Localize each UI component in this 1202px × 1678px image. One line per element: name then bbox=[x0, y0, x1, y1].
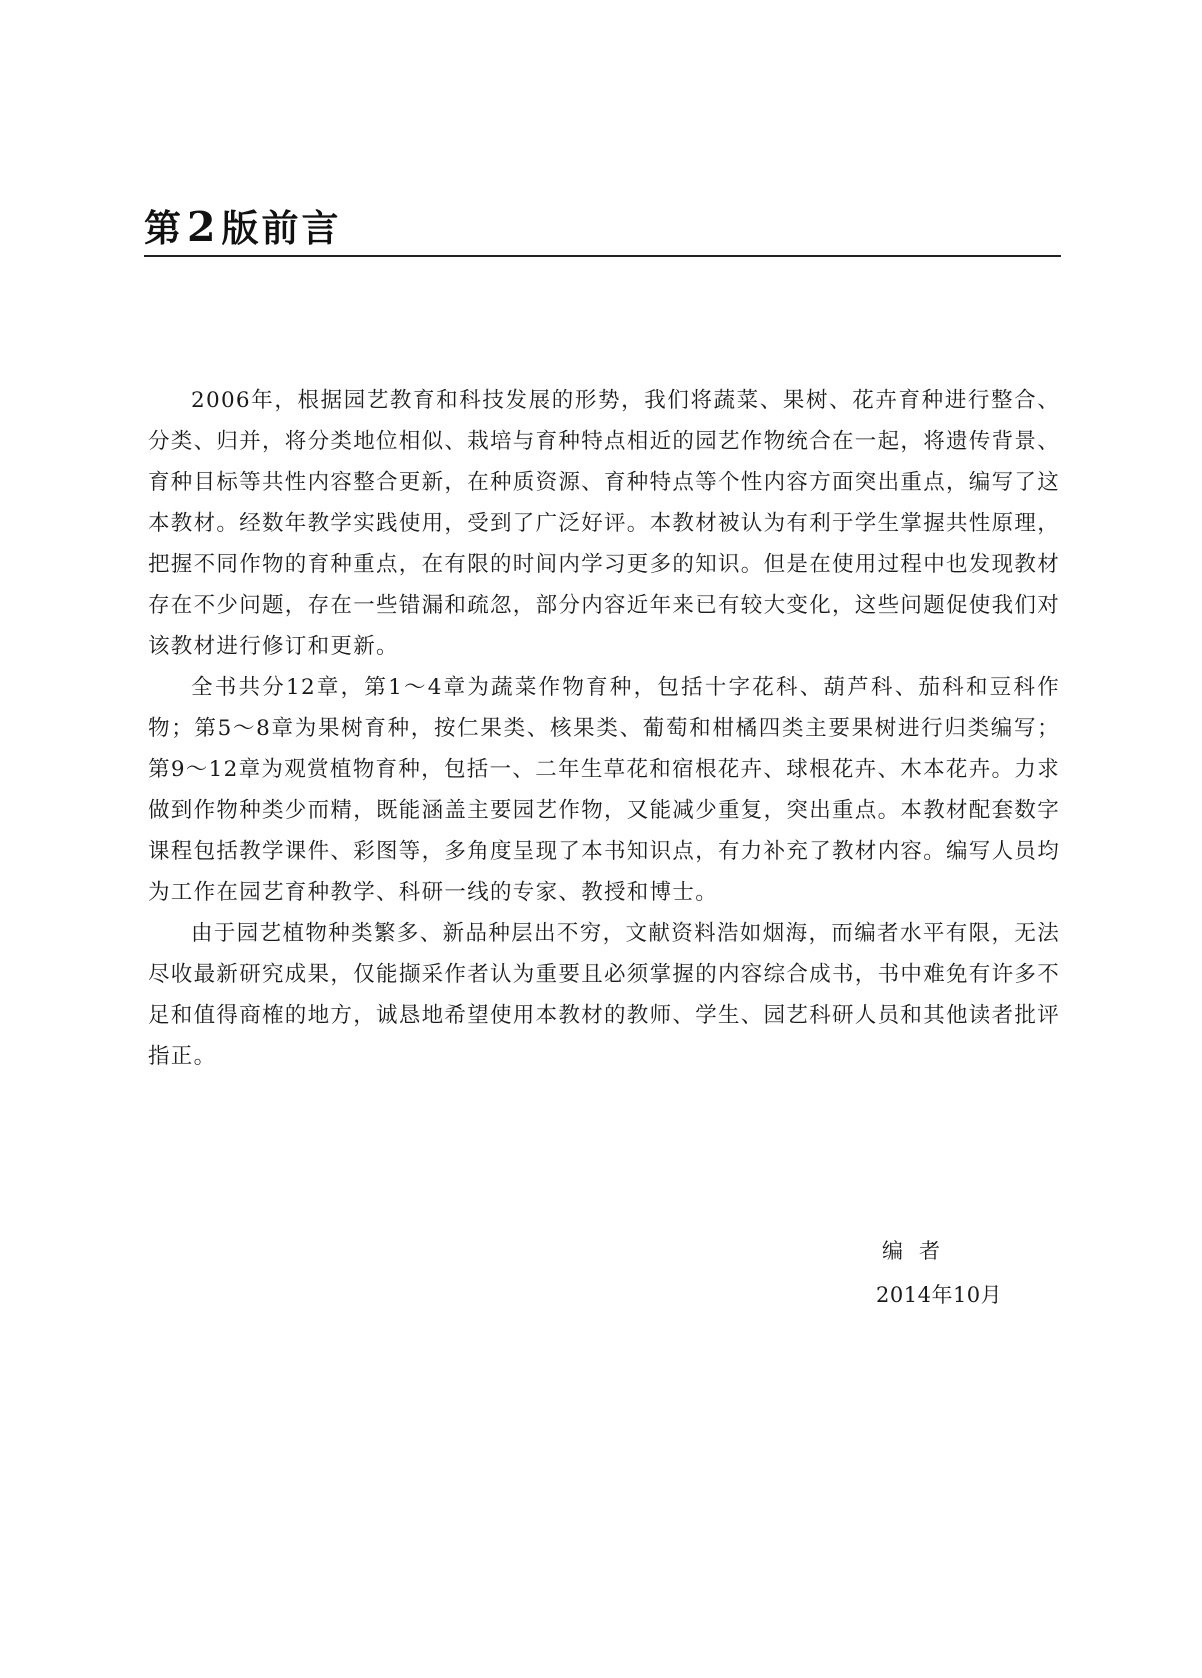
page-title-suffix: 版前言 bbox=[221, 207, 342, 250]
paragraph-1: 2006年，根据园艺教育和科技发展的形势，我们将蔬菜、果树、花卉育种进行整合、分类、归并，将分类地位相似、栽培与育种特点相近的园艺作物统合在一起，将遗传背景、育种目标等共性内容整合更新，在种质资源、育种特点等个性内容方面突出重点，编写了这本教材。经数年教学实践使用，受到了广泛好评。本教材被认为有利于学生掌握共性原理，把握不同作物的育种重点，在有限的时间内学习更多的知识。但是在使用过程中也发现教材存在不少问题，存在一些错漏和疏忽，部分内容近年来已有较大变化，这些问题促使我们对该教材进行修订和更新。 bbox=[148, 388, 1061, 659]
page-title-edition-number: 2 bbox=[187, 203, 219, 251]
page-header bbox=[144, 205, 1061, 257]
paragraph-2: 全书共分12章，第1～4章为蔬菜作物育种，包括十字花科、葫芦科、茄科和豆科作物；第5～8章为果树育种，按仁果类、核果类、葡萄和柑橘四类主要果树进行归类编写；第9～12章为观赏植物育种，包括一、二年生草花和宿根花卉、球根花卉、木本花卉。力求做到作物种类少而精，既能涵盖主要园艺作物，又能减少重复，突出重点。本教材配套数字课程包括教学课件、彩图等，多角度呈现了本书知识点，有力补充了教材内容。编写人员均为工作在园艺育种教学、科研一线的专家、教授和博士。 bbox=[148, 675, 1061, 905]
page-title-prefix: 第 bbox=[144, 207, 184, 250]
preface-body bbox=[148, 380, 1060, 1077]
page-title bbox=[144, 203, 342, 251]
paragraph-3: 由于园艺植物种类繁多、新品种层出不穷，文献资料浩如烟海，而编者水平有限，无法尽收最新研究成果，仅能撷采作者认为重要且必须掌握的内容综合成书，书中难免有许多不足和值得商榷的地方，诚恳地希望使用本教材的教师、学生、园艺科研人员和其他读者批评指正。 bbox=[148, 921, 1061, 1069]
signature-date: 2014年10月 bbox=[876, 1283, 1003, 1307]
signature-author: 编者 bbox=[882, 1239, 956, 1263]
